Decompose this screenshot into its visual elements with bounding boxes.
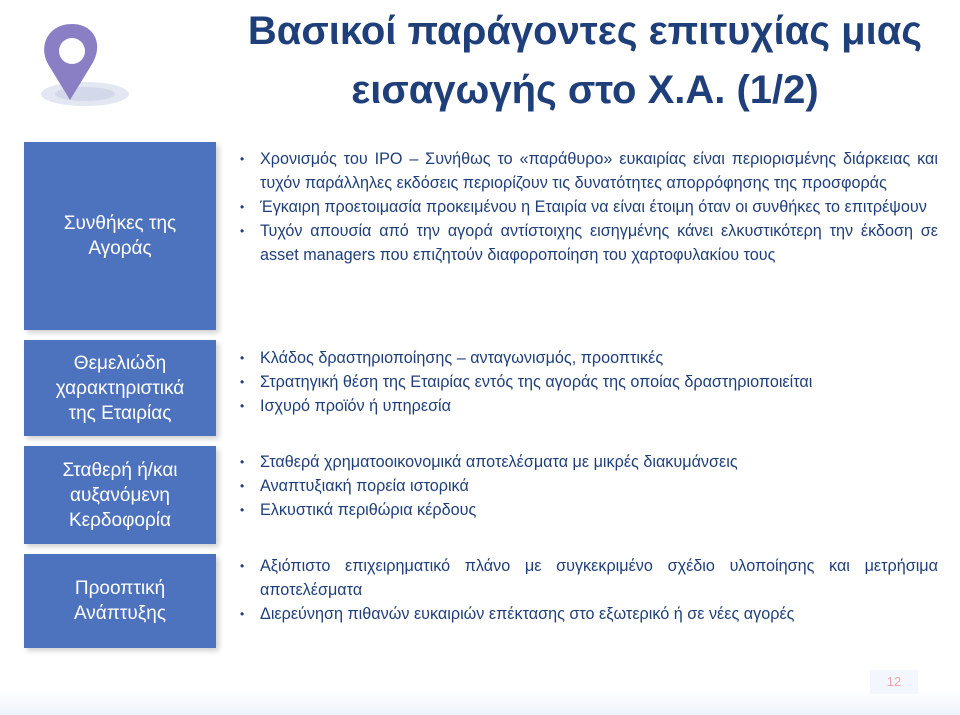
bullet-icon: • [240, 479, 245, 493]
bullet-icon: • [240, 351, 245, 365]
box-market-conditions [24, 142, 216, 330]
bullet-text: Στρατηγική θέση της Εταιρίας εντός της αγοράς της οποίας δραστηριοποιείται [260, 373, 813, 391]
box-label-line: Συνθήκες της [63, 213, 177, 234]
box-label-line: αυξανόμενη [70, 484, 170, 506]
page-title [215, 2, 955, 120]
bullet-text: Ισχυρό προϊόν ή υπηρεσία [260, 397, 452, 415]
bullet-icon: • [240, 455, 245, 469]
list-item [240, 554, 938, 602]
bullet-text: Αξιόπιστο επιχειρηματικό πλάνο με συγκεκριμένο σχέδιο υλοποίησης και μετρήσιμα αποτελέσματα [260, 557, 938, 599]
list-item [240, 219, 938, 267]
bullet-text: Χρονισμός του IPO – Συνήθως το «παράθυρο» ευκαιρίας είναι περιορισμένης διάρκειας και τυχόν παράλληλες εκδόσεις περιορίζουν τις δυνατότητες απορρόφησης της προσφοράς [260, 150, 938, 192]
box-label-line: Θεμελιώδη [73, 352, 167, 374]
list-item [240, 498, 938, 522]
list-item [240, 147, 938, 195]
footer-band [0, 690, 960, 715]
bullet-text: Κλάδος δραστηριοποίησης – ανταγωνισμός, προοπτικές [260, 349, 664, 367]
box-label-line: Προοπτική [74, 578, 166, 599]
title-line-2: εισαγωγής στο Χ.Α. (1/2) [351, 68, 819, 112]
box-growth-prospects [24, 554, 216, 648]
bullet-text: Τυχόν απουσία από την αγορά αντίστοιχης εισηγμένης κάνει ελκυστικότερη την έκδοση σε asset managers που επιζητούν διαφοροποίηση του χαρτοφυλακίου τους [260, 222, 938, 264]
bullet-icon: • [240, 224, 245, 238]
list-item [240, 474, 938, 498]
bullet-text: Διερεύνηση πιθανών ευκαιριών επέκτασης στο εξωτερικό ή σε νέες αγορές [260, 605, 795, 623]
bullet-text: Αναπτυξιακή πορεία ιστορικά [260, 477, 469, 495]
box-profitability [24, 446, 216, 544]
title-line-1: Βασικοί παράγοντες επιτυχίας μιας [247, 9, 923, 53]
box-label-line: χαρακτηριστικά [55, 377, 185, 399]
bullet-icon: • [240, 152, 245, 166]
bullet-text: Έγκαιρη προετοιμασία προκειμένου η Εταιρία να είναι έτοιμη όταν οι συνθήκες το επιτρέψουν [260, 198, 927, 216]
list-item [240, 195, 938, 219]
bullet-icon: • [240, 607, 245, 621]
bullet-text: Σταθερά χρηματοοικονομικά αποτελέσματα με μικρές διακυμάνσεις [260, 453, 738, 471]
bullet-group-market [240, 147, 938, 267]
bullet-text: Ελκυστικά περιθώρια κέρδους [260, 501, 477, 519]
box-company-fundamentals [24, 340, 216, 436]
bullet-icon: • [240, 200, 245, 214]
bullet-group-fundamentals [240, 346, 938, 418]
box-label-line: Κερδοφορία [68, 509, 171, 531]
list-item [240, 450, 938, 474]
bullet-group-growth [240, 554, 938, 626]
list-item [240, 346, 938, 370]
bullet-icon: • [240, 559, 245, 573]
page-number: 12 [870, 670, 918, 694]
box-label-line: Αγοράς [88, 238, 152, 259]
box-label-line: Ανάπτυξης [73, 603, 167, 624]
bullet-icon: • [240, 399, 245, 413]
box-label-line: Σταθερή ή/και [62, 459, 178, 481]
list-item [240, 394, 938, 418]
box-label-line: της Εταιρίας [68, 402, 172, 424]
location-pin-icon [30, 14, 140, 112]
bullet-group-profitability [240, 450, 938, 522]
list-item [240, 602, 938, 626]
bullet-icon: • [240, 503, 245, 517]
bullet-icon: • [240, 375, 245, 389]
list-item [240, 370, 938, 394]
